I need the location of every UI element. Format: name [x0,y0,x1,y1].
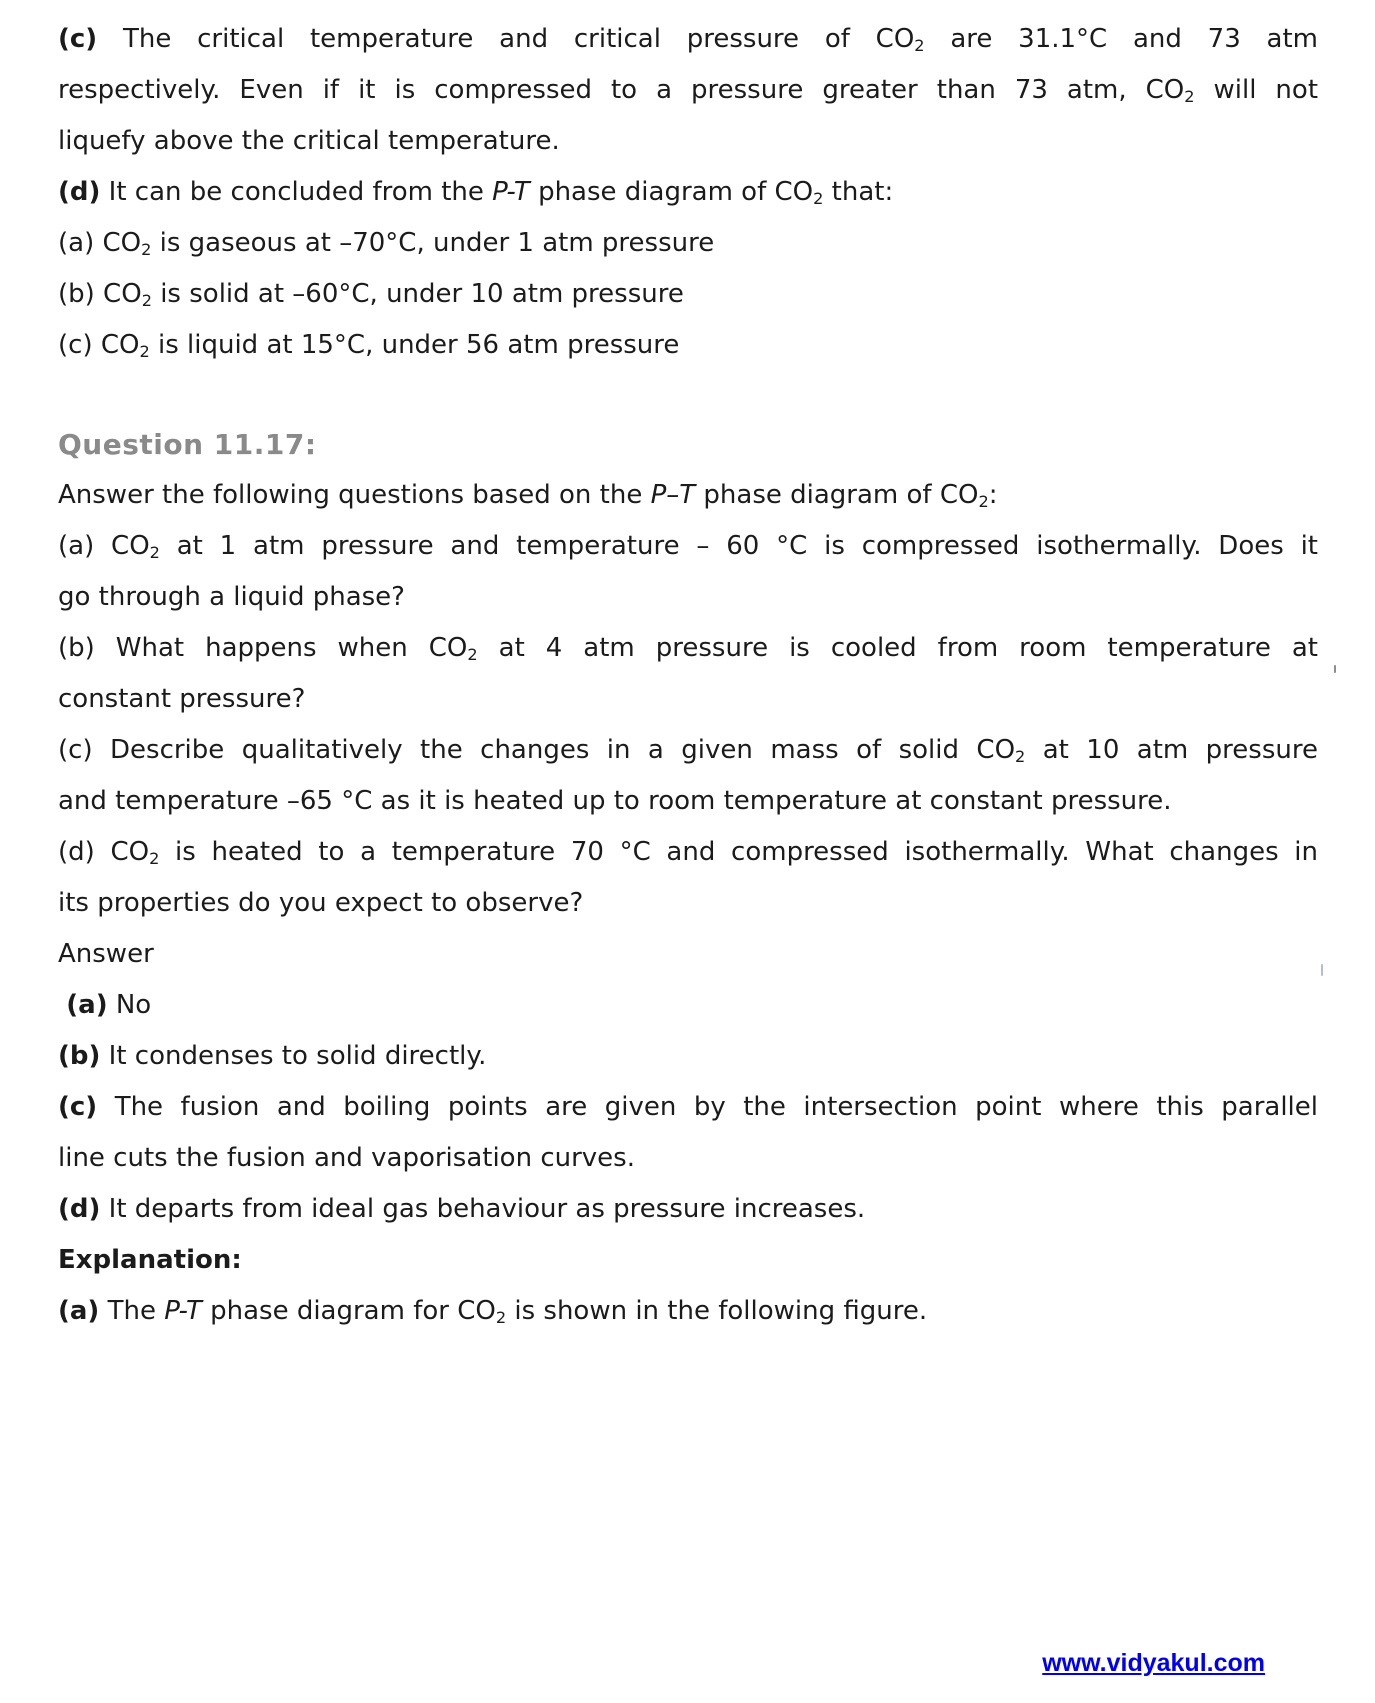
text-line: (d) CO2 is heated to a temperature 70 °C and compressed isothermally. What changes in [58,837,1318,869]
text-line: (c) The fusion and boiling points are given by the intersection point where this parallel [58,1092,1318,1122]
text-line: (c) The critical temperature and critical pressure of CO2 are 31.1°C and 73 atm [58,24,1319,56]
text-line: Answer [58,939,154,969]
text-line: (d) It departs from ideal gas behaviour as pressure increases. [58,1194,866,1224]
stray-mark-1 [1334,665,1336,673]
text-line: respectively. Even if it is compressed to a pressure greater than 73 atm, CO2 will not [58,75,1319,107]
text-line: (a) The P-T phase diagram for CO2 is shown in the following figure. [58,1296,928,1328]
text-line: its properties do you expect to observe? [58,888,584,918]
document-lines [58,14,1318,1337]
text-line: (c) Describe qualitatively the changes in a given mass of solid CO2 at 10 atm pressure [58,735,1318,767]
text-line: (b) What happens when CO2 at 4 atm pressure is cooled from room temperature at [58,633,1318,665]
text-line: (d) It can be concluded from the P-T phase diagram of CO2 that: [58,177,894,209]
question-heading: Question 11.17: [58,428,317,461]
text-line: (c) CO2 is liquid at 15°C, under 56 atm pressure [58,330,680,362]
text-line: Explanation: [58,1245,242,1275]
text-line: (a) CO2 is gaseous at –70°C, under 1 atm pressure [58,228,715,260]
text-line: go through a liquid phase? [58,582,405,612]
text-line: and temperature –65 °C as it is heated up to room temperature at constant pressure. [58,786,1172,816]
stray-mark-2 [1321,964,1323,976]
text-line: constant pressure? [58,684,306,714]
text-line: (a) CO2 at 1 atm pressure and temperature – 60 °C is compressed isothermally. Does it [58,531,1319,563]
text-line: Answer the following questions based on the P–T phase diagram of CO2: [58,480,998,512]
text-line: (b) CO2 is solid at –60°C, under 10 atm pressure [58,279,684,311]
text-line: liquefy above the critical temperature. [58,126,560,156]
text-line: (a) No [66,990,152,1020]
footer-link[interactable]: www.vidyakul.com [1042,1649,1265,1677]
text-line: (b) It condenses to solid directly. [58,1041,487,1071]
text-line: line cuts the fusion and vaporisation curves. [58,1143,635,1173]
